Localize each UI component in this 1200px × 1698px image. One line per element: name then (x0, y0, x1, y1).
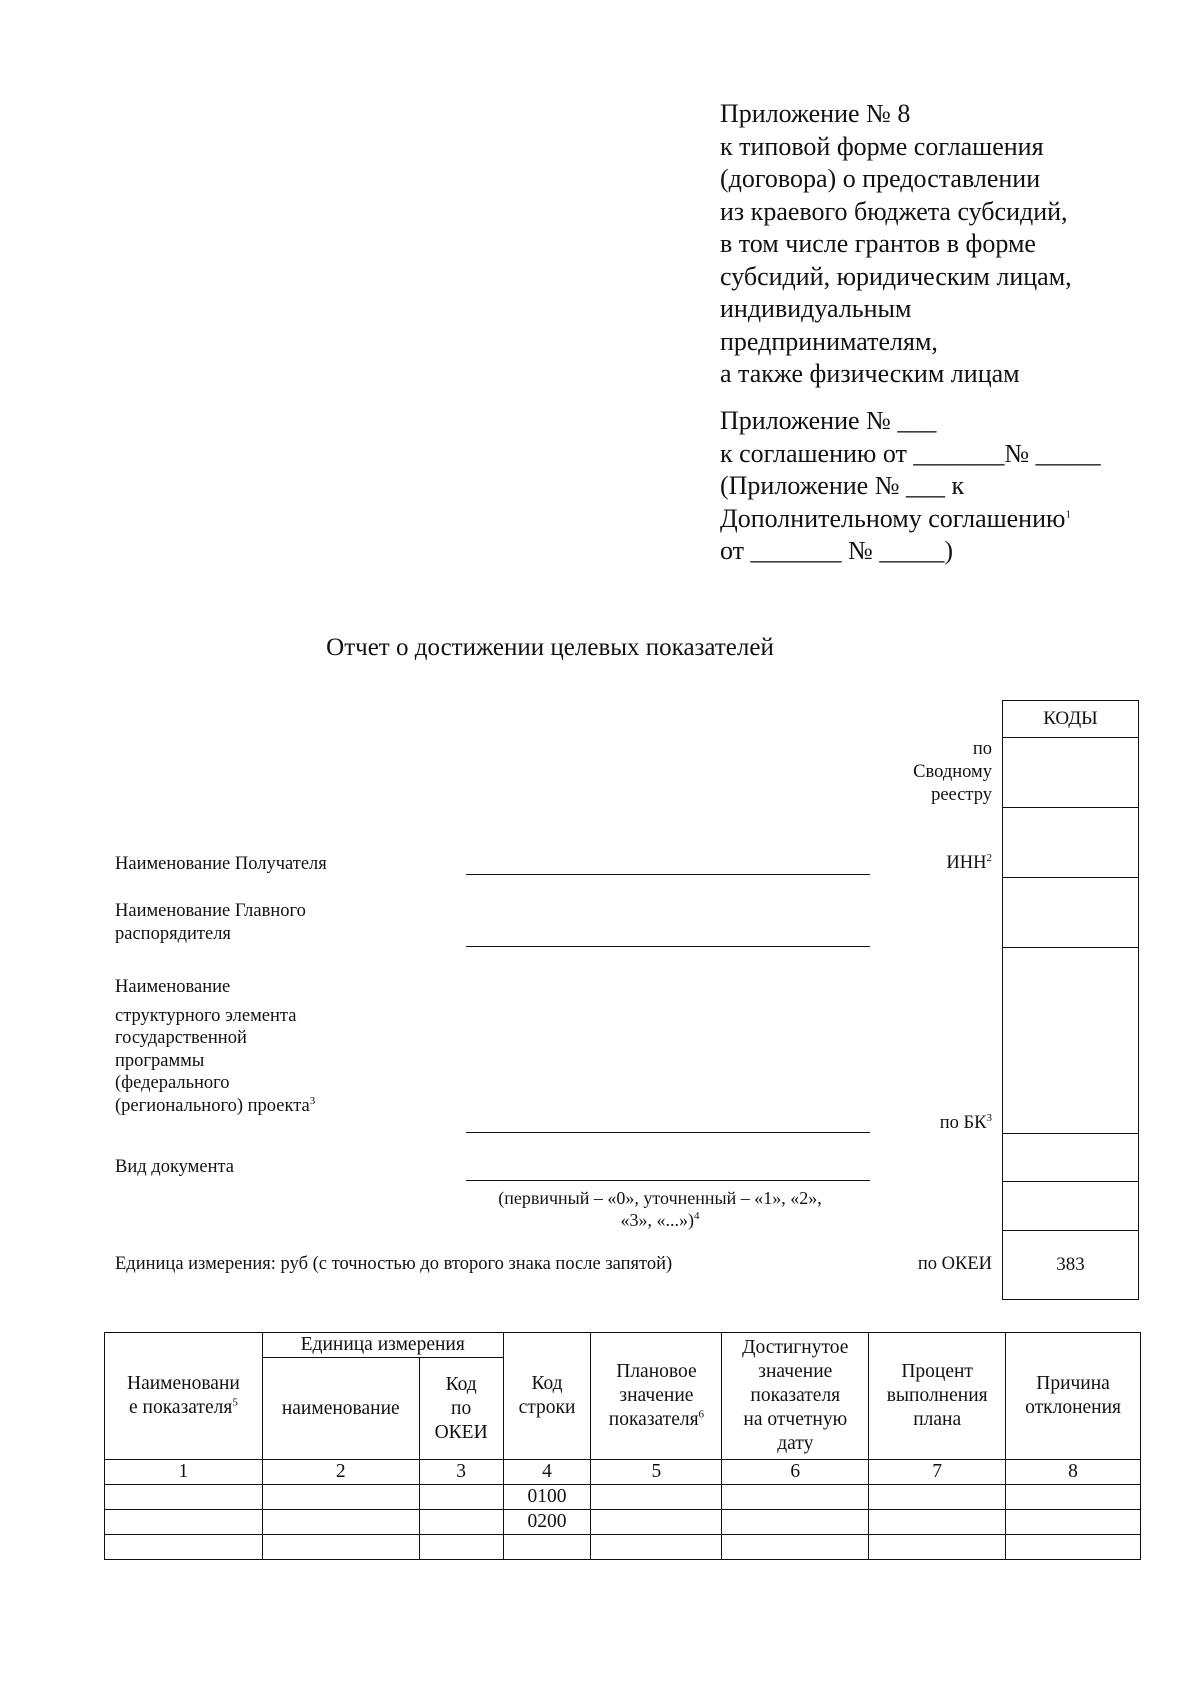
bk-label (852, 1112, 992, 1135)
footnote-mark: 5 (232, 1396, 238, 1409)
footnote-mark: 1 (1065, 507, 1071, 520)
label-line: по (972, 739, 992, 759)
label-line: Наименование Главного (115, 901, 306, 921)
cell-line: отклонения (1025, 1397, 1121, 1418)
label-line: реестру (931, 785, 992, 805)
attachment-header (720, 98, 1072, 391)
label-text: (регионального) проекта (115, 1095, 310, 1116)
cell-line: на отчетную (743, 1409, 848, 1430)
label-line: (федерального (115, 1073, 230, 1093)
row-code-cell: 0200 (503, 1510, 591, 1535)
table-cell[interactable] (722, 1535, 869, 1560)
cell-line: по (451, 1397, 472, 1419)
header-planned-value (591, 1333, 722, 1460)
header-unit-name: наименование (262, 1358, 419, 1460)
hint-line (440, 1209, 880, 1231)
unit-of-measure-label: Единица измерения: руб (с точностью до второго знака после запятой) (115, 1254, 673, 1274)
cell-line: Процент (901, 1361, 973, 1382)
footnote-mark: 4 (694, 1210, 700, 1222)
okei-label: по ОКЕИ (917, 1254, 992, 1274)
hint-text: «3», «...») (620, 1210, 694, 1230)
cell-line: значение (758, 1361, 833, 1382)
hint-line: (первичный – «0», уточненный – «1», «2», (498, 1188, 822, 1208)
column-number: 4 (503, 1460, 591, 1485)
header-achieved-value (722, 1333, 869, 1460)
column-number: 3 (419, 1460, 503, 1485)
header-line: (Приложение № ___ к (720, 471, 965, 500)
cell-text: показателя (608, 1409, 699, 1430)
agreement-attachment-block (720, 405, 1101, 568)
codes-row-divider (1003, 737, 1138, 738)
table-cell[interactable] (105, 1510, 263, 1535)
footnote-mark: 3 (986, 1111, 992, 1124)
column-number: 5 (591, 1460, 722, 1485)
cell-line: дату (777, 1433, 814, 1454)
recipient-field[interactable] (466, 874, 870, 875)
column-numbers-row (105, 1460, 1141, 1485)
label-line: Наименование (115, 977, 231, 997)
cell-line: показателя (750, 1385, 841, 1406)
label-line: Сводному (913, 762, 992, 782)
footnote-mark: 3 (309, 1094, 316, 1107)
inn-label (852, 852, 992, 875)
document-type-field[interactable] (466, 1180, 870, 1181)
footnote-mark: 6 (698, 1408, 705, 1421)
structural-element-field[interactable] (466, 1132, 870, 1133)
cell-text: е показателя (129, 1397, 233, 1418)
table-cell[interactable] (869, 1485, 1006, 1510)
header-unit-group: Единица измерения (262, 1333, 503, 1358)
codes-row-divider (1003, 1133, 1138, 1134)
header-line (720, 503, 1101, 536)
table-cell[interactable] (1006, 1510, 1141, 1535)
cell-line: строки (518, 1397, 576, 1418)
header-line: а также физическим лицам (720, 359, 1020, 388)
cell-line (593, 1408, 719, 1432)
header-line-text: Дополнительному соглашению (720, 503, 1066, 533)
table-cell[interactable] (105, 1535, 263, 1560)
table-row (105, 1510, 1141, 1535)
header-line: в том числе грантов в форме (720, 229, 1036, 258)
table-cell[interactable] (1006, 1535, 1141, 1560)
header-indicator-name (105, 1333, 263, 1460)
codes-box (1002, 700, 1139, 1300)
header-line: к типовой форме соглашения (720, 131, 1044, 161)
header-row-code (503, 1333, 591, 1460)
cell-line: ОКЕИ (434, 1421, 488, 1443)
okei-code-value: 383 (1056, 1254, 1085, 1275)
table-cell[interactable] (722, 1485, 869, 1510)
table-cell[interactable] (419, 1535, 503, 1560)
label-line: структурного элемента (115, 1005, 297, 1026)
cell-line (107, 1396, 260, 1420)
main-manager-label (115, 900, 306, 945)
header-line: Приложение № 8 (720, 99, 911, 128)
cell-line: выполнения (886, 1385, 988, 1406)
svodny-reestr-label (852, 738, 992, 807)
header-deviation-reason (1006, 1333, 1141, 1460)
label-line (115, 1095, 315, 1118)
codes-row-divider (1003, 877, 1138, 878)
header-line: из краевого бюджета субсидий, (720, 196, 1068, 226)
cell-line: плана (913, 1409, 962, 1430)
document-type-hint (440, 1187, 880, 1231)
table-header-row (105, 1333, 1141, 1358)
cell-line: значение (619, 1385, 694, 1406)
table-cell[interactable] (262, 1535, 419, 1560)
codes-row-divider (1003, 807, 1138, 808)
main-manager-field[interactable] (466, 946, 870, 947)
table-cell[interactable] (591, 1485, 722, 1510)
table-cell[interactable] (419, 1485, 503, 1510)
table-cell[interactable] (1006, 1485, 1141, 1510)
label-text: по БК (939, 1113, 987, 1133)
header-line: предпринимателям, (720, 326, 938, 356)
codes-header: КОДЫ (1043, 708, 1098, 729)
table-cell[interactable] (869, 1510, 1006, 1535)
column-number: 2 (262, 1460, 419, 1485)
label-line: государственной (115, 1028, 247, 1048)
table-row (105, 1535, 1141, 1560)
footnote-mark: 2 (986, 851, 992, 864)
column-number: 1 (105, 1460, 263, 1485)
table-cell[interactable] (105, 1485, 263, 1510)
cell-line: Плановое (616, 1361, 697, 1382)
header-line: (договора) о предоставлении (720, 164, 1041, 193)
label-line: программы (115, 1050, 205, 1071)
table-row (105, 1485, 1141, 1510)
column-number: 6 (722, 1460, 869, 1485)
table-cell[interactable] (591, 1510, 722, 1535)
cell-line: Достигнутое (742, 1337, 849, 1358)
header-line: от _______ № _____) (720, 536, 953, 565)
table-cell[interactable] (591, 1535, 722, 1560)
table-cell[interactable] (419, 1510, 503, 1535)
report-title: Отчет о достижении целевых показателей (326, 634, 774, 661)
label-line: распорядителя (115, 923, 231, 944)
cell-line: Причина (1036, 1373, 1110, 1394)
table-cell[interactable] (262, 1510, 419, 1535)
header-completion-percent (869, 1333, 1006, 1460)
column-number: 8 (1006, 1460, 1141, 1485)
recipient-label: Наименование Получателя (115, 854, 327, 874)
codes-row-divider (1003, 1181, 1138, 1182)
cell-line: Наименовани (127, 1373, 240, 1394)
label-text: ИНН (946, 853, 987, 873)
header-line: к соглашению от _______№ _____ (720, 438, 1101, 468)
header-okei-code (419, 1358, 503, 1460)
indicators-table (104, 1332, 1141, 1560)
header-line: Приложение № ___ (720, 406, 937, 435)
row-code-cell (503, 1535, 591, 1560)
table-cell[interactable] (869, 1535, 1006, 1560)
table-cell[interactable] (262, 1485, 419, 1510)
codes-row-divider (1003, 1230, 1138, 1231)
column-number: 7 (869, 1460, 1006, 1485)
table-cell[interactable] (722, 1510, 869, 1535)
structural-element-label (115, 976, 315, 1117)
cell-line: Код (445, 1373, 477, 1395)
header-line: субсидий, юридическим лицам, (720, 261, 1072, 291)
header-line: индивидуальным (720, 294, 912, 323)
codes-row-divider (1003, 947, 1138, 948)
cell-line: Код (531, 1373, 563, 1394)
row-code-cell: 0100 (503, 1485, 591, 1510)
document-type-label: Вид документа (115, 1157, 235, 1177)
